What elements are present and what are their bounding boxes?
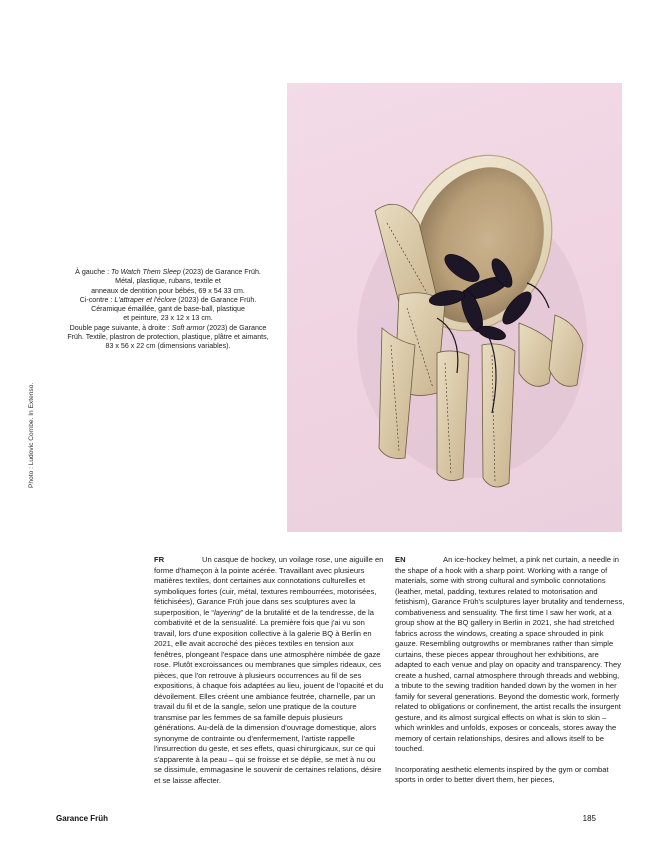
artwork-photo: [287, 83, 622, 532]
language-label: FR: [154, 555, 165, 564]
caption-line: 83 x 56 x 22 cm (dimensions variables).: [105, 342, 231, 351]
sculpture-illustration: [287, 83, 622, 532]
language-label: EN: [395, 555, 406, 564]
caption-line: Ci-contre : L'attraper et l'éclore (2023) de Garance Früh.: [79, 295, 257, 304]
caption-line: anneaux de dentition pour bébés, 69 x 54 33 cm.: [91, 286, 245, 295]
caption-line: Métal, plastique, rubans, textile et: [115, 277, 221, 286]
image-caption: [52, 268, 284, 352]
paragraph: Incorporating aesthetic elements inspired by the gym or combat sports in order to better divert them, her pieces,: [395, 764, 609, 784]
caption-line: À gauche : To Watch Them Sleep (2023) de Garance Früh.: [75, 268, 261, 276]
french-text-column: [154, 555, 384, 786]
caption-line: Früh. Textile, plastron de protection, plastique, plâtre et aimants,: [67, 333, 269, 342]
caption-line: et peinture, 23 x 12 x 13 cm.: [123, 314, 213, 323]
paragraph: EN An ice-hockey helmet, a pink net curtain, a needle in the shape of a hook with a sharp point. Working with a range of materials, some with strong cultural and symbolic connotations (leather, metal, padding, textures related to motorisation and fetishism), Garance Früh's sculptures layer brutality and tenderness, combativeness and sensuality. The first time I saw her work, at a group show at the BQ gallery in Berlin in 2021, she had stretched fabrics across the windows, creating a space shrouded in pink gauze. Resembling outgrowths or membranes rather than simple curtains, these pieces appear throughout her exhibitions, are adapted to each venue and play on opacity and transparency. They create a hushed, carnal atmosphere through threads and webbing, a tribute to the sewing tradition handed down by the women in her family for several generations. Beyond the domestic work, formerly related to obligations or confinement, the artist recalls the insurgent gesture, and its almost surgical effects on what is skin to skin – which wrinkles and unfolds, exposes or conceals, stores away the memory of certain relationships, desires and allows itself to be touched.: [395, 555, 625, 753]
paragraph: FR Un casque de hockey, un voilage rose, une aiguille en forme d'hameçon à la pointe acérée. Travaillant avec plusieurs matières textiles, dont certaines aux connotations culturelles et symboliques fortes (cuir, métal, textures rembourrées, motorisées, fétichisées), Garance Früh joue dans ses sculptures avec la superposition, le “layering” de la brutalité et de la tendresse, de la combativité et de la sensualité. La première fois que j'ai vu son travail, lors d'une exposition collective à la galerie BQ à Berlin en 2021, elle avait accroché des pièces textiles en tension aux fenêtres, plongeant l'espace dans une atmosphère nimbée de gaze rose. Plutôt excroissances ou membranes que simples rideaux, ces pièces, que l'on retrouve à plusieurs occurrences au fil de ses expositions, à chaque fois adaptées au lieu, jouent de l'opacité et du dévoilement. Elles créent une ambiance feutrée, charnelle, par un travail du fil et de la sangle, selon une pratique de la couture transmise par les femmes de sa famille depuis plusieurs générations. Au-delà de la dimension d'ouvrage domestique, alors synonyme de contrainte ou d'enfermement, l'artiste rappelle l'insurrection du geste, et ses effets, quasi chirurgicaux, sur ce qui s'apparente à la peau – qui se froisse et se déplie, se met à nu ou se dissimule, emmagasine le souvenir de certaines relations, désire et se laisse affecter.: [154, 555, 384, 785]
photo-credit: Photo : Ludovic Combe. In Extenso.: [28, 382, 35, 488]
caption-line: Double page suivante, à droite : Soft armor (2023) de Garance: [69, 323, 267, 332]
english-text-column: [395, 555, 625, 786]
caption-line: Céramique émaillée, gant de base-ball, plastique: [91, 305, 245, 314]
footer-artist-name: Garance Früh: [56, 814, 109, 823]
page-number: 185: [582, 814, 596, 823]
